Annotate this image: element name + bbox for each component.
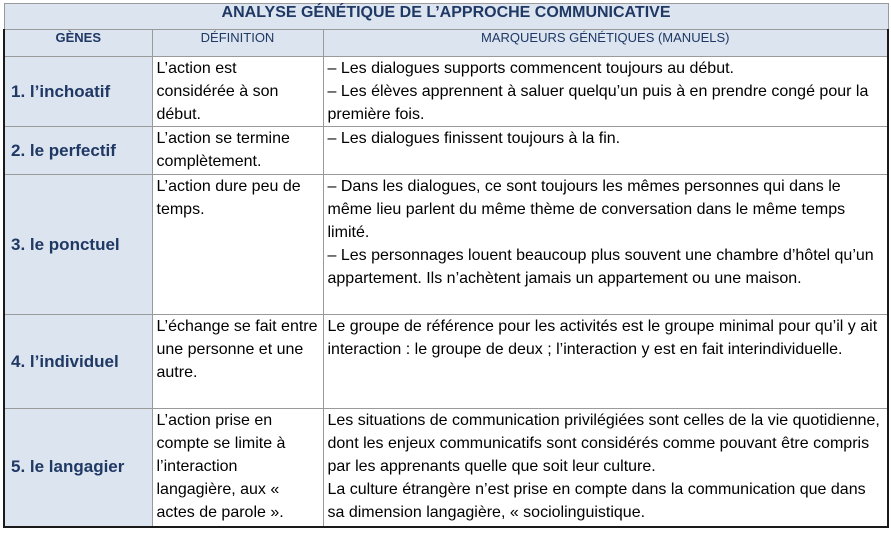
marker-line: – Les personnages louent beaucoup plus souvent une chambre d’hôtel qu’un appartement. Ils n’achètent jamais un appartement ou une maison.: [327, 247, 874, 287]
definition-cell: L’échange se fait entre une personne et une autre.: [152, 315, 323, 409]
markers-cell: [323, 127, 888, 175]
table-row: [4, 315, 888, 409]
marker-line: – Les élèves apprennent à saluer quelqu’un puis à en prendre congé pour la première fois.: [327, 83, 869, 123]
gene-cell: 3. le ponctuel: [4, 175, 152, 315]
table-row: [4, 127, 888, 175]
marker-line: Le groupe de référence pour les activités est le groupe minimal pour qu’il y ait interaction : le groupe de deux ; l’interaction y est en fait interindividuelle.: [327, 318, 878, 358]
definition-cell: L’action prise en compte se limite à l’interaction langagière, aux « actes de parole ».: [152, 409, 323, 527]
marker-line: – Les dialogues supports commencent toujours au début.: [327, 60, 734, 77]
marker-line: – Dans les dialogues, ce sont toujours les mêmes personnes qui dans le même lieu parlent du même thème de conversation dans le même temps limité.: [327, 178, 846, 241]
table-row: [4, 409, 888, 527]
table-title: ANALYSE GÉNÉTIQUE DE L’APPROCHE COMMUNICATIVE: [4, 4, 888, 30]
markers-cell: [323, 409, 888, 527]
markers-cell: [323, 175, 888, 315]
table-row: [4, 57, 888, 127]
table-row: [4, 175, 888, 315]
column-header-markers: MARQUEURS GÉNÉTIQUES (MANUELS): [323, 30, 888, 57]
definition-cell: L’action se termine complètement.: [152, 127, 323, 175]
marker-line: – Les dialogues finissent toujours à la fin.: [327, 130, 621, 147]
gene-cell: 4. l’individuel: [4, 315, 152, 409]
gene-cell: 2. le perfectif: [4, 127, 152, 175]
column-header-row: [4, 30, 888, 57]
column-header-genes: GÈNES: [4, 30, 152, 57]
gene-cell: 1. l’inchoatif: [4, 57, 152, 127]
gene-cell: 5. le langagier: [4, 409, 152, 527]
marker-line: Les situations de communication privilégiées sont celles de la vie quotidienne, dont les enjeux communicatifs sont considérés comme pouvant être compris par les apprenants quelle que soit leur culture.: [327, 412, 880, 475]
table-title-row: [4, 4, 888, 30]
definition-cell: L’action est considérée à son début.: [152, 57, 323, 127]
column-header-definition: DÉFINITION: [152, 30, 323, 57]
genetic-analysis-table: [3, 3, 889, 528]
markers-cell: [323, 57, 888, 127]
markers-cell: [323, 315, 888, 409]
definition-cell: L’action dure peu de temps.: [152, 175, 323, 315]
marker-line: La culture étrangère n’est prise en compte dans la communication que dans sa dimension langagière, « sociolinguistique.: [327, 481, 866, 521]
